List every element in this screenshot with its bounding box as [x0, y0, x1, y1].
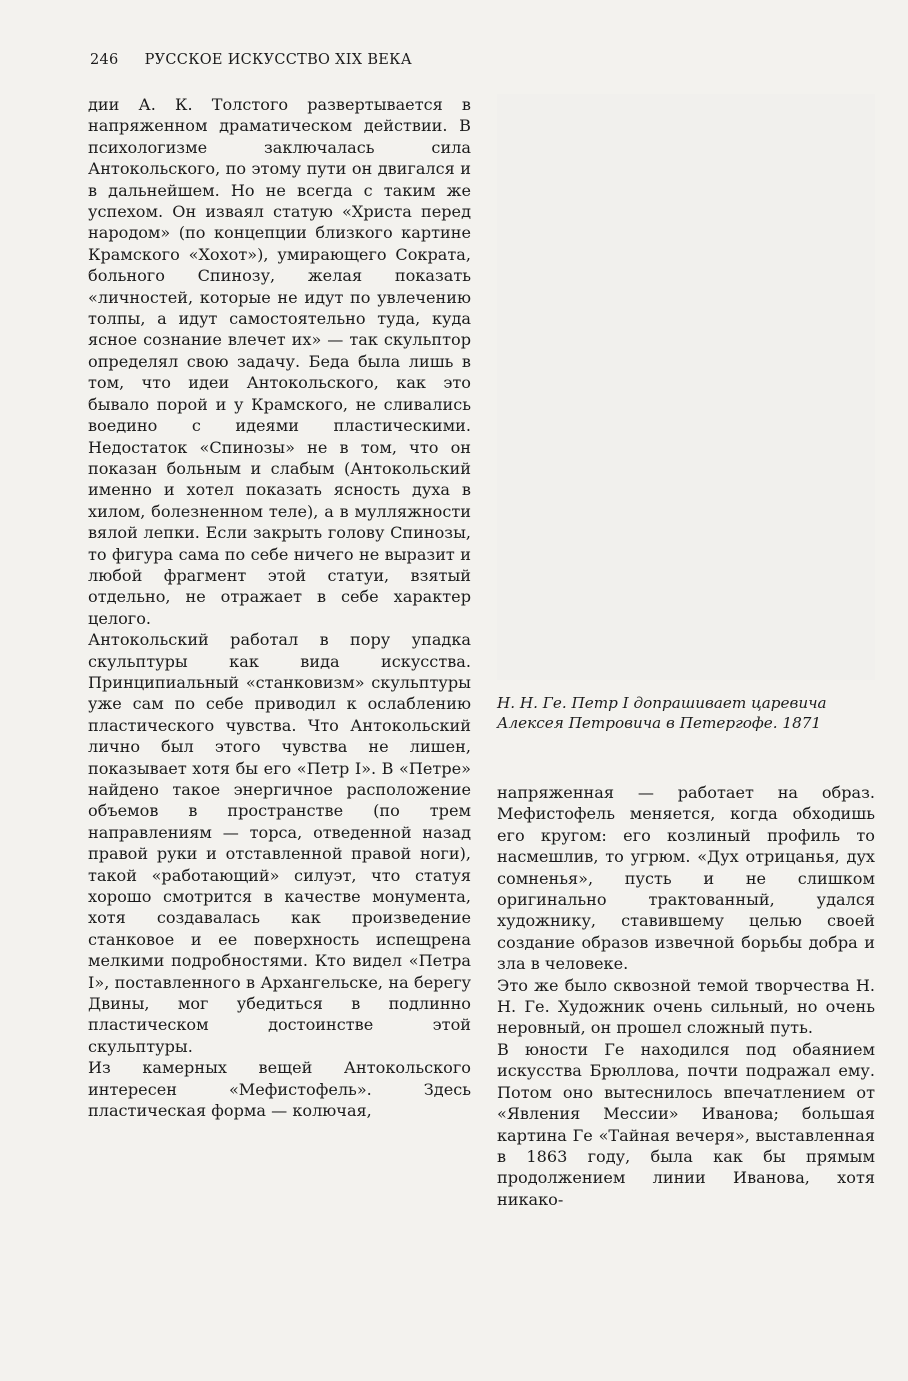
running-header: [90, 52, 412, 68]
paragraph: напряженная — работает на образ. Мефистофель меняется, когда обходишь его кругом: его козлиный профиль то насмешлив, то угрюм. «Дух отрицанья, дух сомненья», пусть и не слишком оригинально трактованный, удался художнику, ставившему целью своей создание образов извечной борьбы добра и зла в человеке.: [497, 783, 875, 974]
page-number: 246: [90, 52, 119, 68]
paragraph: дии А. К. Толстого развертывается в напряженном драматическом действии. В психологизме заключалась сила Антокольского, по этому пути он двигался и в дальнейшем. Но не всегда с таким же успехом. Он изваял статую «Христа перед народом» (по концепции близкого картине Крамского «Хохот»), умирающего Сократа, больного Спинозу, желая показать «личностей, которые не идут по увлечению толпы, а идут самостоятельно туда, куда ясное сознание влечет их» — так скульптор определял свою задачу. Беда была лишь в том, что идеи Антокольского, как это бывало порой и у Крамского, не сливались воедино с идеями пластическими. Недостаток «Спинозы» не в том, что он показан больным и слабым (Антокольский именно и хотел показать ясность духа в хилом, болезненном теле), а в мулляжности вялой лепки. Если закрыть голову Спинозы, то фигура сама по себе ничего не выразит и любой фрагмент этой статуи, взятый отдельно, не отражает в себе характер целого.: [88, 95, 471, 628]
paragraph: Антокольский работал в пору упадка скульптуры как вида искусства. Принципиальный «станковизм» скульптуры уже сам по себе приводил к ослаблению пластического чувства. Что Антокольский лично был этого чувства не лишен, показывает хотя бы его «Петр I». В «Петре» найдено такое энергичное расположение объемов в пространстве (по трем направлениям — торса, отведенной назад правой руки и отставленной правой ноги), такой «работающий» силуэт, что статуя хорошо смотрится в качестве монумента, хотя создавалась как произведение станковое и ее поверхность испещрена мелкими подробностями. Кто видел «Петра I», поставленного в Архангельске, на берегу Двины, мог убедиться в подлинно пластическом достоинстве этой скульптуры.: [88, 630, 471, 1056]
paragraph: Это же было сквозной темой творчества Н. Н. Ге. Художник очень сильный, но очень неровный, он прошел сложный путь.: [497, 975, 875, 1038]
figure-caption: Н. Н. Ге. Петр I допрашивает царевича Алексея Петровича в Петергофе. 1871: [497, 694, 827, 732]
illustration-area: [497, 94, 875, 680]
paragraph: В юности Ге находился под обаянием искусства Брюллова, почти подражал ему. Потом оно вытеснилось впечатлением от «Явления Мессии» Иванова; большая картина Ге «Тайная вечеря», выставленная в 1863 году, была как бы прямым продолжением линии Иванова, хотя никако-: [497, 1039, 875, 1209]
running-title: РУССКОЕ ИСКУССТВО XIX ВЕКА: [144, 52, 412, 68]
right-text-column: [497, 782, 875, 1210]
paragraph: Из камерных вещей Антокольского интересен «Мефистофель». Здесь пластическая форма — колючая,: [88, 1058, 471, 1121]
left-text-column: [88, 94, 471, 1122]
